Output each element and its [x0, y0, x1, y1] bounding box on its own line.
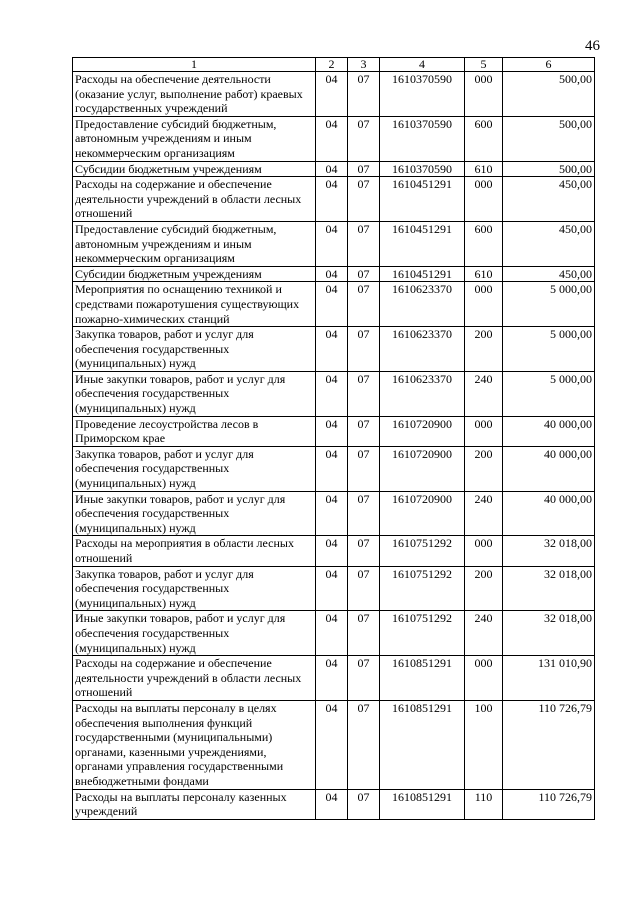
table-row [73, 327, 595, 372]
amount: 110 726,79 [503, 700, 595, 789]
column-header: 1 [73, 58, 316, 72]
item-name: Предоставление субсидий бюджетным, автономным учреждениям и иным некоммерческим организациям [73, 221, 316, 266]
subsection-code: 07 [348, 161, 380, 177]
section-code: 04 [316, 566, 348, 611]
section-code: 04 [316, 161, 348, 177]
expense-type-code: 110 [465, 789, 503, 819]
amount: 500,00 [503, 72, 595, 117]
amount: 131 010,90 [503, 656, 595, 701]
column-header: 4 [380, 58, 465, 72]
amount: 5 000,00 [503, 371, 595, 416]
amount: 110 726,79 [503, 789, 595, 819]
section-code: 04 [316, 491, 348, 536]
section-code: 04 [316, 327, 348, 372]
item-name: Расходы на содержание и обеспечение деятельности учреждений в области лесных отношений [73, 656, 316, 701]
section-code: 04 [316, 416, 348, 446]
item-name: Проведение лесоустройства лесов в Приморском крае [73, 416, 316, 446]
section-code: 04 [316, 536, 348, 566]
item-name: Иные закупки товаров, работ и услуг для обеспечения государственных (муниципальных) нужд [73, 371, 316, 416]
target-article-code: 1610451291 [380, 266, 465, 282]
item-name: Расходы на выплаты персоналу казенных учреждений [73, 789, 316, 819]
expense-type-code: 000 [465, 656, 503, 701]
target-article-code: 1610851291 [380, 789, 465, 819]
section-code: 04 [316, 446, 348, 491]
amount: 40 000,00 [503, 491, 595, 536]
expense-type-code: 000 [465, 72, 503, 117]
table-row [73, 491, 595, 536]
table-row [73, 789, 595, 819]
amount: 450,00 [503, 177, 595, 222]
column-header: 5 [465, 58, 503, 72]
expense-type-code: 600 [465, 221, 503, 266]
amount: 40 000,00 [503, 416, 595, 446]
item-name: Субсидии бюджетным учреждениям [73, 161, 316, 177]
expense-type-code: 000 [465, 282, 503, 327]
table-row [73, 161, 595, 177]
subsection-code: 07 [348, 611, 380, 656]
section-code: 04 [316, 282, 348, 327]
subsection-code: 07 [348, 72, 380, 117]
amount: 500,00 [503, 116, 595, 161]
expense-type-code: 100 [465, 700, 503, 789]
target-article-code: 1610720900 [380, 491, 465, 536]
target-article-code: 1610370590 [380, 116, 465, 161]
target-article-code: 1610720900 [380, 446, 465, 491]
expense-type-code: 240 [465, 371, 503, 416]
amount: 450,00 [503, 221, 595, 266]
table-row [73, 72, 595, 117]
amount: 5 000,00 [503, 327, 595, 372]
amount: 450,00 [503, 266, 595, 282]
table-header [73, 58, 595, 72]
item-name: Расходы на содержание и обеспечение деятельности учреждений в области лесных отношений [73, 177, 316, 222]
amount: 32 018,00 [503, 566, 595, 611]
item-name: Расходы на мероприятия в области лесных отношений [73, 536, 316, 566]
target-article-code: 1610623370 [380, 282, 465, 327]
amount: 40 000,00 [503, 446, 595, 491]
expense-type-code: 000 [465, 416, 503, 446]
target-article-code: 1610370590 [380, 72, 465, 117]
target-article-code: 1610720900 [380, 416, 465, 446]
expense-type-code: 610 [465, 266, 503, 282]
section-code: 04 [316, 371, 348, 416]
target-article-code: 1610451291 [380, 177, 465, 222]
column-header: 6 [503, 58, 595, 72]
subsection-code: 07 [348, 491, 380, 536]
subsection-code: 07 [348, 327, 380, 372]
section-code: 04 [316, 116, 348, 161]
expense-type-code: 000 [465, 536, 503, 566]
table-row [73, 656, 595, 701]
item-name: Расходы на обеспечение деятельности (оказание услуг, выполнение работ) краевых государственных учреждений [73, 72, 316, 117]
budget-table [72, 57, 595, 820]
subsection-code: 07 [348, 656, 380, 701]
subsection-code: 07 [348, 282, 380, 327]
expense-type-code: 000 [465, 177, 503, 222]
item-name: Субсидии бюджетным учреждениям [73, 266, 316, 282]
expense-type-code: 600 [465, 116, 503, 161]
target-article-code: 1610751292 [380, 611, 465, 656]
subsection-code: 07 [348, 116, 380, 161]
expense-type-code: 200 [465, 566, 503, 611]
section-code: 04 [316, 789, 348, 819]
table-row [73, 446, 595, 491]
subsection-code: 07 [348, 700, 380, 789]
item-name: Закупка товаров, работ и услуг для обеспечения государственных (муниципальных) нужд [73, 446, 316, 491]
item-name: Предоставление субсидий бюджетным, автономным учреждениям и иным некоммерческим организациям [73, 116, 316, 161]
subsection-code: 07 [348, 536, 380, 566]
item-name: Закупка товаров, работ и услуг для обеспечения государственных (муниципальных) нужд [73, 327, 316, 372]
amount: 500,00 [503, 161, 595, 177]
subsection-code: 07 [348, 789, 380, 819]
column-header: 2 [316, 58, 348, 72]
table-row [73, 700, 595, 789]
table-row [73, 566, 595, 611]
amount: 32 018,00 [503, 611, 595, 656]
target-article-code: 1610451291 [380, 221, 465, 266]
header-row [73, 58, 595, 72]
item-name: Иные закупки товаров, работ и услуг для обеспечения государственных (муниципальных) нужд [73, 611, 316, 656]
target-article-code: 1610851291 [380, 656, 465, 701]
table-row [73, 266, 595, 282]
table-row [73, 221, 595, 266]
amount: 32 018,00 [503, 536, 595, 566]
target-article-code: 1610751292 [380, 536, 465, 566]
expense-type-code: 200 [465, 446, 503, 491]
subsection-code: 07 [348, 566, 380, 611]
item-name: Мероприятия по оснащению техникой и средствами пожаротушения существующих пожарно-химических станций [73, 282, 316, 327]
subsection-code: 07 [348, 177, 380, 222]
target-article-code: 1610851291 [380, 700, 465, 789]
subsection-code: 07 [348, 416, 380, 446]
subsection-code: 07 [348, 446, 380, 491]
table-row [73, 282, 595, 327]
section-code: 04 [316, 72, 348, 117]
target-article-code: 1610623370 [380, 371, 465, 416]
target-article-code: 1610751292 [380, 566, 465, 611]
subsection-code: 07 [348, 221, 380, 266]
section-code: 04 [316, 266, 348, 282]
table-body [73, 72, 595, 820]
target-article-code: 1610370590 [380, 161, 465, 177]
table-row [73, 116, 595, 161]
amount: 5 000,00 [503, 282, 595, 327]
table-row [73, 371, 595, 416]
table-row [73, 536, 595, 566]
column-header: 3 [348, 58, 380, 72]
item-name: Расходы на выплаты персоналу в целях обеспечения выполнения функций государственными (муниципальными) органами, казенными учреждениями, органами управления государственными внебюджетными фондами [73, 700, 316, 789]
section-code: 04 [316, 611, 348, 656]
expense-type-code: 610 [465, 161, 503, 177]
target-article-code: 1610623370 [380, 327, 465, 372]
section-code: 04 [316, 221, 348, 266]
table-row [73, 611, 595, 656]
table-row [73, 416, 595, 446]
page-number: 46 [585, 38, 600, 54]
item-name: Закупка товаров, работ и услуг для обеспечения государственных (муниципальных) нужд [73, 566, 316, 611]
table-row [73, 177, 595, 222]
section-code: 04 [316, 700, 348, 789]
expense-type-code: 240 [465, 611, 503, 656]
section-code: 04 [316, 656, 348, 701]
expense-type-code: 240 [465, 491, 503, 536]
subsection-code: 07 [348, 266, 380, 282]
subsection-code: 07 [348, 371, 380, 416]
section-code: 04 [316, 177, 348, 222]
expense-type-code: 200 [465, 327, 503, 372]
item-name: Иные закупки товаров, работ и услуг для обеспечения государственных (муниципальных) нужд [73, 491, 316, 536]
